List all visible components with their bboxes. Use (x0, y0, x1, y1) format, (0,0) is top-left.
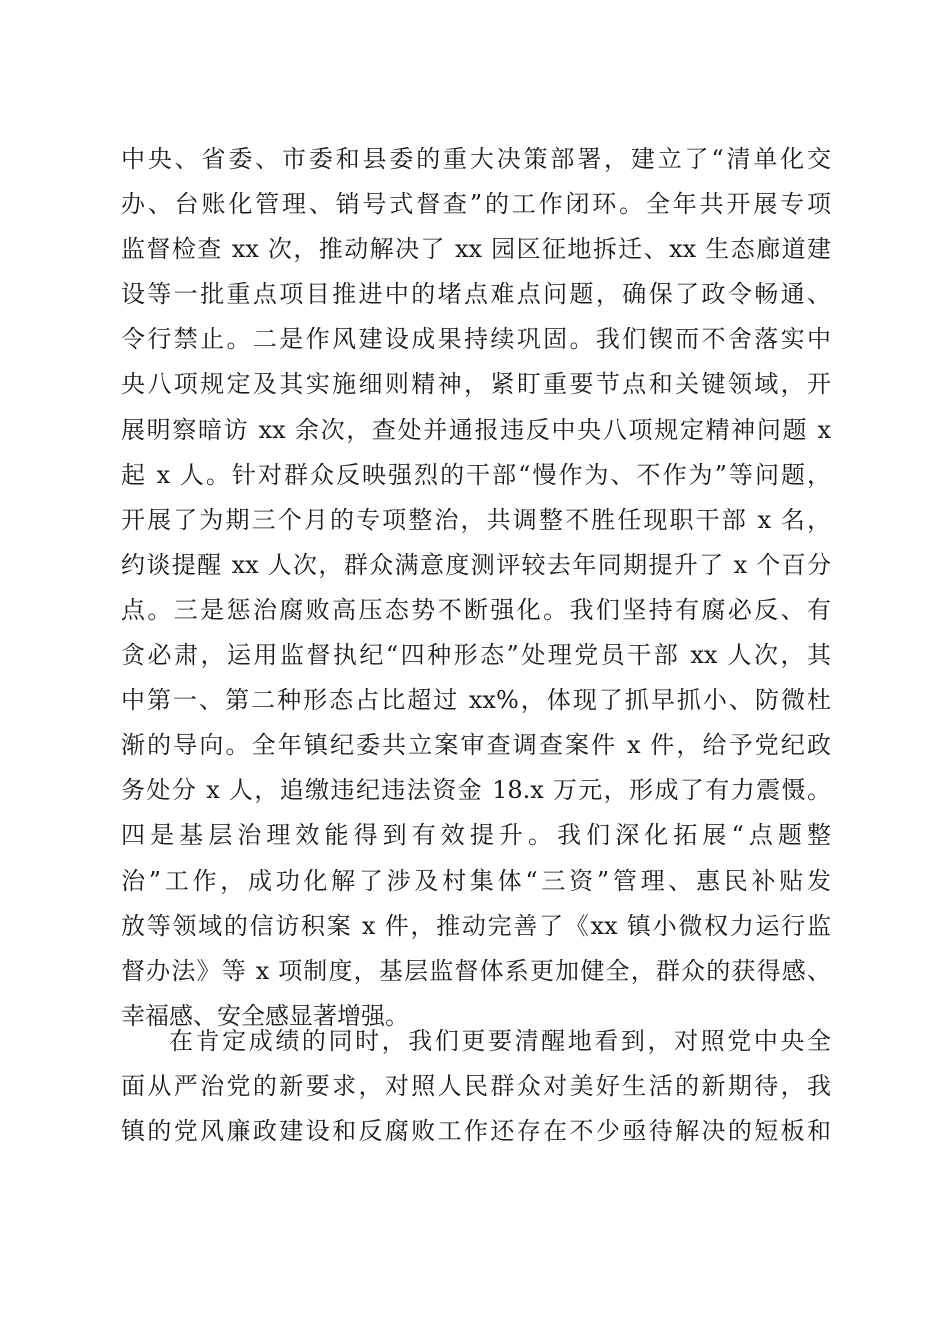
paragraph-achievements (121, 137, 831, 1039)
text-line: 设等一批重点项目推进中的堵点难点问题，确保了政令畅通、 (121, 280, 831, 309)
text-line: 治”工作，成功化解了涉及村集体“三资”管理、惠民补贴发 (121, 866, 831, 895)
paragraph-shortcomings (121, 1019, 831, 1154)
text-line: 四是基层治理效能得到有效提升。我们深化拓展“点题整 (121, 821, 831, 850)
text-line: 幸福感、安全感显著增强。 (121, 1001, 409, 1030)
text-line: 令行禁止。二是作风建设成果持续巩固。我们锲而不舍落实中 (121, 325, 831, 354)
text-line: 展明察暗访 xx 余次，查处并通报违反中央八项规定精神问题 x (121, 415, 831, 444)
text-line: 渐的导向。全年镇纪委共立案审查调查案件 x 件，给予党纪政 (121, 731, 831, 760)
text-line: 镇的党风廉政建设和反腐败工作还存在不少亟待解决的短板和 (121, 1117, 831, 1146)
text-line: 起 x 人。针对群众反映强烈的干部“慢作为、不作为”等问题， (121, 460, 831, 489)
text-line: 点。三是惩治腐败高压态势不断强化。我们坚持有腐必反、有 (121, 595, 831, 624)
text-line: 面从严治党的新要求，对照人民群众对美好生活的新期待，我 (121, 1072, 831, 1101)
text-line: 在肯定成绩的同时，我们更要清醒地看到，对照党中央全 (169, 1027, 831, 1055)
text-line: 贪必肃，运用监督执纪“四种形态”处理党员干部 xx 人次，其 (121, 641, 831, 670)
text-line: 央八项规定及其实施细则精神，紧盯重要节点和关键领域，开 (121, 370, 831, 399)
text-line: 督办法》等 x 项制度，基层监督体系更加健全，群众的获得感、 (121, 956, 831, 985)
text-line: 约谈提醒 xx 人次，群众满意度测评较去年同期提升了 x 个百分 (121, 550, 831, 579)
text-line: 中第一、第二种形态占比超过 xx%，体现了抓早抓小、防微杜 (121, 686, 831, 715)
text-line: 开展了为期三个月的专项整治，共调整不胜任现职干部 x 名， (121, 505, 831, 534)
text-line: 监督检查 xx 次，推动解决了 xx 园区征地拆迁、xx 生态廊道建 (121, 235, 831, 264)
text-line: 中央、省委、市委和县委的重大决策部署，建立了“清单化交 (121, 145, 831, 173)
text-line: 放等领域的信访积案 x 件，推动完善了《xx 镇小微权力运行监 (121, 911, 831, 940)
text-line: 务处分 x 人，追缴违纪违法资金 18.x 万元，形成了有力震慑。 (121, 776, 831, 805)
text-line: 办、台账化管理、销号式督查”的工作闭环。全年共开展专项 (121, 190, 831, 219)
